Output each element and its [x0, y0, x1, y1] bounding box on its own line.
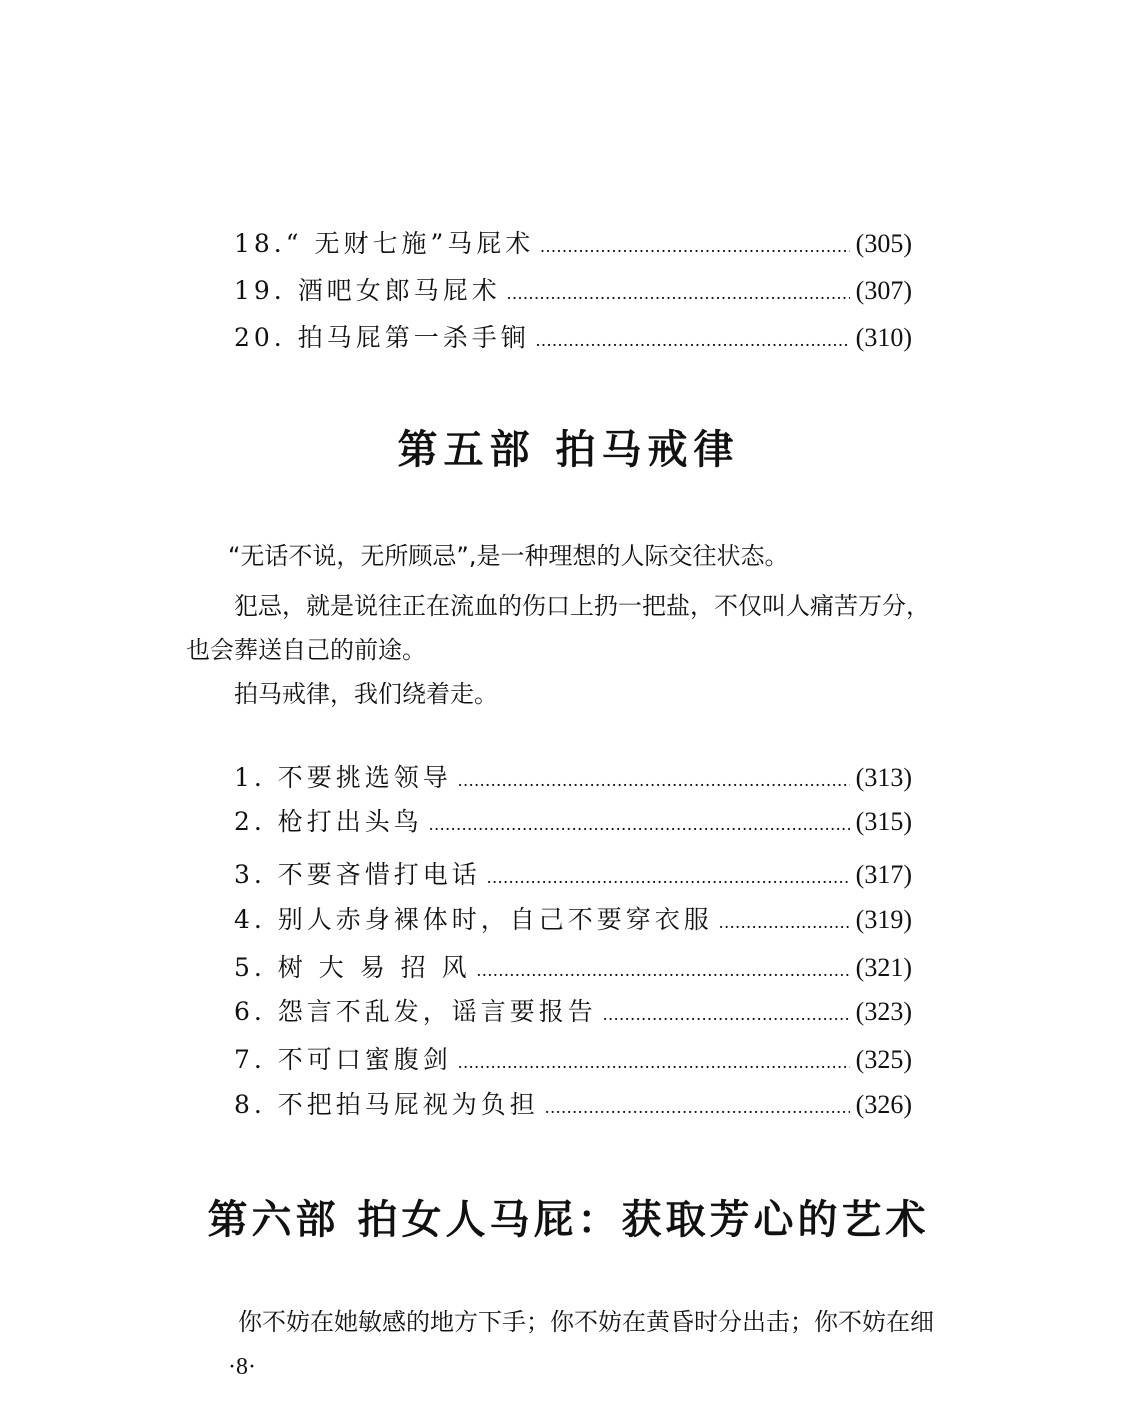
- toc-entry-label: 5. 树 大 易 招 风: [234, 953, 471, 982]
- toc-entry: [234, 322, 912, 354]
- toc-entry-page: (319): [855, 905, 912, 934]
- intro-paragraph: “无话不说，无所顾忌”,是一种理想的人际交往状态。: [228, 542, 789, 570]
- toc-entry-page: (325): [855, 1045, 912, 1074]
- toc-entry-label: 19. 酒吧女郎马屁术: [234, 276, 501, 305]
- toc-entry: [234, 1044, 912, 1076]
- leader-dots: [477, 954, 850, 986]
- toc-entry-page: (317): [855, 860, 912, 889]
- leader-dots: [719, 906, 850, 938]
- leader-dots: [487, 861, 850, 893]
- toc-entry-page: (326): [855, 1090, 912, 1119]
- toc-entry-label: 7. 不可口蜜腹剑: [234, 1045, 452, 1074]
- toc-entry-label: 18.“ 无财七施”马屁术: [234, 229, 535, 258]
- toc-entry-page: (321): [855, 953, 912, 982]
- page-number: ·8·: [228, 1354, 256, 1380]
- leader-dots: [540, 230, 849, 262]
- toc-entry-page: (310): [855, 323, 912, 352]
- toc-entry-page: (307): [855, 276, 912, 305]
- toc-entry: [234, 952, 912, 984]
- section-title: 第五部 拍马戒律: [397, 427, 740, 473]
- toc-entry: [234, 904, 912, 936]
- toc-entry: [234, 806, 912, 838]
- toc-entry-page: (313): [855, 763, 912, 792]
- intro-paragraph: 犯忌，就是说往正在流血的伤口上扔一把盐，不仅叫人痛苦万分，: [234, 592, 930, 620]
- leader-dots: [429, 808, 850, 840]
- toc-entry-label: 3. 不要吝惜打电话: [234, 860, 481, 889]
- toc-entry: [234, 996, 912, 1028]
- toc-entry: [234, 1089, 912, 1121]
- toc-entry: [234, 762, 912, 794]
- toc-entry-label: 2. 枪打出头鸟: [234, 807, 423, 836]
- leader-dots: [458, 1046, 850, 1078]
- toc-entry-page: (323): [855, 997, 912, 1026]
- toc-entry: [234, 228, 912, 260]
- toc-entry: [234, 275, 912, 307]
- toc-entry-page: (305): [855, 229, 912, 258]
- leader-dots: [545, 1091, 850, 1123]
- leader-dots: [603, 998, 850, 1030]
- leader-dots: [458, 764, 850, 796]
- toc-entry-label: 20. 拍马屁第一杀手锏: [234, 323, 530, 352]
- toc-entry-label: 1. 不要挑选领导: [234, 763, 452, 792]
- leader-dots: [507, 277, 850, 309]
- toc-entry-label: 6. 怨言不乱发，谣言要报告: [234, 997, 597, 1026]
- intro-paragraph: 你不妨在她敏感的地方下手；你不妨在黄昏时分出击；你不妨在细: [238, 1308, 934, 1336]
- section-title: 第六部 拍女人马屁：获取芳心的艺术: [207, 1197, 930, 1243]
- toc-entry: [234, 859, 912, 891]
- intro-paragraph: 也会葬送自己的前途。: [186, 636, 426, 664]
- intro-paragraph: 拍马戒律，我们绕着走。: [234, 680, 498, 708]
- leader-dots: [536, 324, 850, 356]
- toc-entry-page: (315): [855, 807, 912, 836]
- toc-entry-label: 8. 不把拍马屁视为负担: [234, 1090, 539, 1119]
- toc-entry-label: 4. 别人赤身裸体时，自己不要穿衣服: [234, 905, 713, 934]
